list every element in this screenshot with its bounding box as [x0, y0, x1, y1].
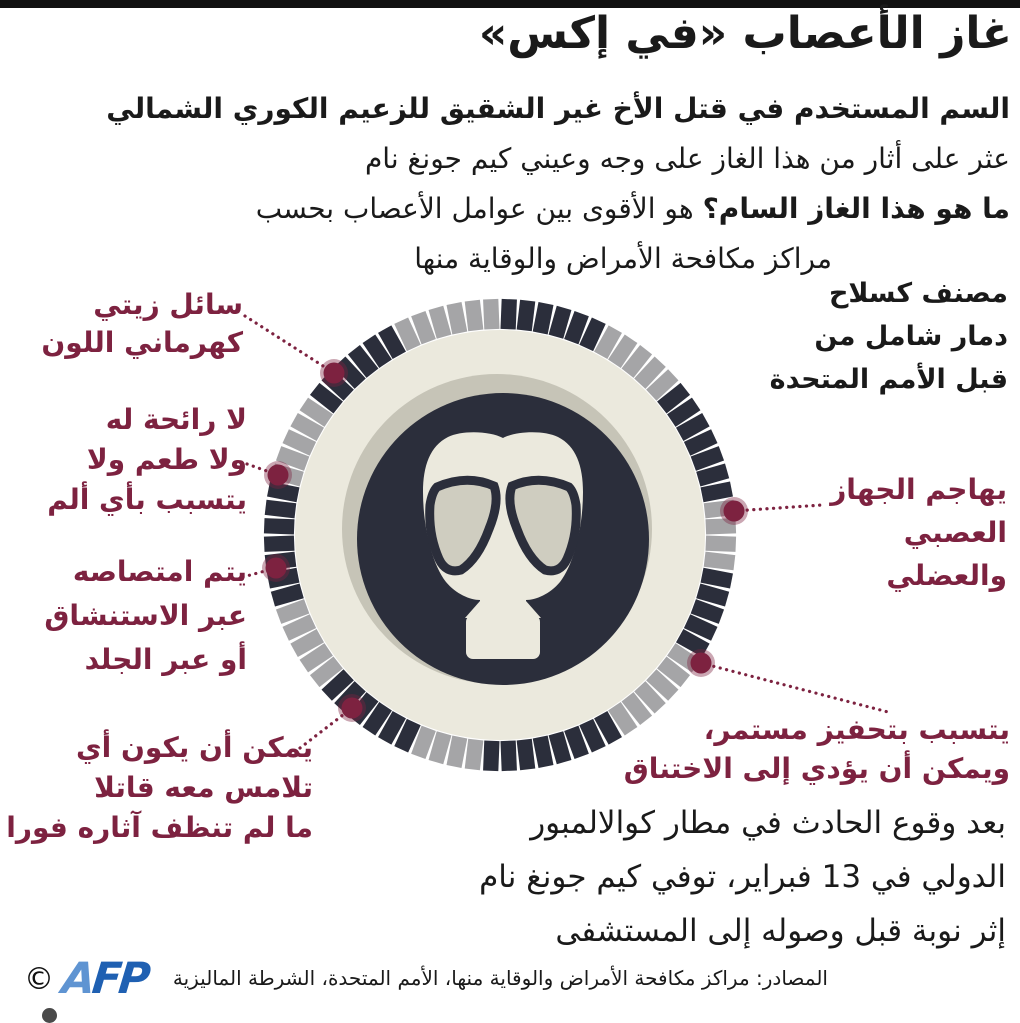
source-line: المصادر: مراكز مكافحة الأمراض والوقاية منها، الأمم المتحدة، الشرطة الماليزية — [172, 966, 828, 990]
ring-tick — [508, 299, 509, 329]
ring-tick — [680, 420, 706, 435]
callout-line: يمكن أن يكون أي — [75, 731, 313, 764]
ring-tick — [279, 606, 307, 616]
ring-tick — [266, 507, 296, 511]
ring-tick — [693, 606, 721, 616]
ring-tick — [556, 733, 564, 762]
callout-line: ما لم تنظف آثاره فورا — [6, 811, 313, 844]
callout-line: ويمكن أن يؤدي إلى الاختناق — [623, 752, 1010, 785]
ring-tick — [540, 304, 546, 334]
ring-tick — [508, 741, 509, 771]
ring-tick — [571, 314, 581, 342]
afp-logo — [59, 954, 150, 1004]
callout-absorbed — [44, 550, 247, 682]
afp-credit — [24, 954, 150, 1004]
question-bold: ما هو هذا الغاز السام؟ — [702, 192, 1010, 225]
classification-block — [770, 272, 1008, 401]
ring-tick — [266, 559, 296, 563]
ring-tick — [491, 741, 492, 771]
aftermath-line: إثر نوبة قبل وصوله إلى المستشفى — [555, 913, 1006, 949]
ring-tick — [556, 308, 564, 337]
ring-tick — [705, 559, 735, 563]
ring-tick — [601, 329, 616, 355]
callout-line: والعضلي — [886, 559, 1007, 592]
ring-tick — [273, 471, 302, 479]
afp-logo-a: A — [59, 954, 95, 1004]
ring-tick — [586, 321, 599, 348]
ring-tick — [436, 308, 444, 337]
mask-canister — [466, 615, 540, 659]
ring-tick — [698, 471, 727, 479]
callout-line: عبر الاستنشاق — [44, 599, 247, 632]
aftermath-line: بعد وقوع الحادث في مطار كوالالمبور — [530, 805, 1006, 841]
ring-tick — [454, 737, 460, 767]
ring-tick — [687, 621, 714, 634]
ring-tick — [454, 304, 460, 334]
ring-tick — [269, 575, 299, 581]
callout-line: العصبي — [903, 516, 1007, 549]
ring-tick — [385, 329, 400, 355]
callout-line: أو عبر الجلد — [84, 643, 247, 676]
page-title: غاز الأعصاب «في إكس» — [478, 8, 1012, 59]
question-line — [106, 184, 1010, 234]
aftermath-line: الدولي في 13 فبراير، توفي كيم جونغ نام — [479, 859, 1006, 895]
ring-tick — [273, 591, 302, 599]
classification-line: مصنف كسلاح — [828, 278, 1008, 309]
ring-tick — [418, 314, 428, 342]
ring-tick — [698, 591, 727, 599]
ring-tick — [524, 740, 528, 770]
ring-tick — [286, 436, 313, 449]
ring-tick — [264, 543, 294, 544]
ring-tick — [702, 489, 732, 495]
ring-tick — [294, 636, 320, 651]
lede-bold: السم المستخدم في قتل الأخ غير الشقيق للزعيم الكوري الشمالي — [106, 92, 1010, 125]
ring-tick — [279, 453, 307, 463]
callout-line: كهرماني اللون — [41, 326, 243, 359]
ring-tick — [418, 728, 428, 756]
callout-attacks — [830, 468, 1007, 597]
mask-neck — [480, 587, 526, 619]
ring-tick — [401, 722, 414, 749]
ring-tick — [286, 621, 313, 634]
callout-stimulation — [624, 710, 1010, 788]
ring-tick — [540, 737, 546, 767]
callout-line: لا رائحة له — [105, 403, 247, 436]
ring-tick — [571, 728, 581, 756]
callout-line: ولا طعم ولا — [86, 443, 247, 476]
callout-line: يهاجم الجهاز — [830, 473, 1007, 506]
ring-tick — [702, 575, 732, 581]
ring-tick — [294, 420, 320, 435]
callout-line: يتم امتصاصه — [72, 555, 247, 588]
ring-tick — [705, 507, 735, 511]
ring-tick — [693, 453, 721, 463]
ring-tick — [491, 299, 492, 329]
callout-line: سائل زيتي — [93, 288, 243, 321]
classification-line: دمار شامل من — [814, 321, 1008, 352]
ring-tick — [401, 321, 414, 348]
callout-contact — [6, 728, 313, 848]
callout-oily — [41, 286, 243, 362]
callout-line: يتسبب بأي ألم — [47, 483, 247, 516]
top-bar — [0, 0, 1020, 8]
answer-line2: مراكز مكافحة الأمراض والوقاية منها — [414, 242, 832, 275]
answer-text: هو الأقوى بين عوامل الأعصاب بحسب — [255, 192, 694, 225]
ring-tick — [586, 722, 599, 749]
ring-tick — [269, 489, 299, 495]
ring-tick — [472, 301, 476, 331]
afp-logo-fp: FP — [89, 954, 150, 1004]
ring-tick — [706, 526, 736, 527]
ring-tick — [436, 733, 444, 762]
ring-tick — [680, 636, 706, 651]
callout-line: يتسبب بتحفيز مستمر، — [703, 713, 1010, 746]
ring-tick — [706, 543, 736, 544]
ring-tick — [601, 715, 616, 741]
copyright-symbol: © — [24, 962, 54, 997]
ring-tick — [687, 436, 714, 449]
intro-block — [106, 84, 1010, 284]
callout-line: تلامس معه قاتلا — [94, 771, 313, 804]
ring-tick — [524, 301, 528, 331]
callout-odorless — [47, 400, 247, 520]
ring-tick — [385, 715, 400, 741]
classification-line: قبل الأمم المتحدة — [769, 364, 1008, 395]
ring-tick — [472, 740, 476, 770]
aftermath-block — [479, 796, 1006, 958]
lede-line2: عثر على أثار من هذا الغاز على وجه وعيني كيم جونغ نام — [364, 142, 1010, 175]
ring-tick — [264, 526, 294, 527]
